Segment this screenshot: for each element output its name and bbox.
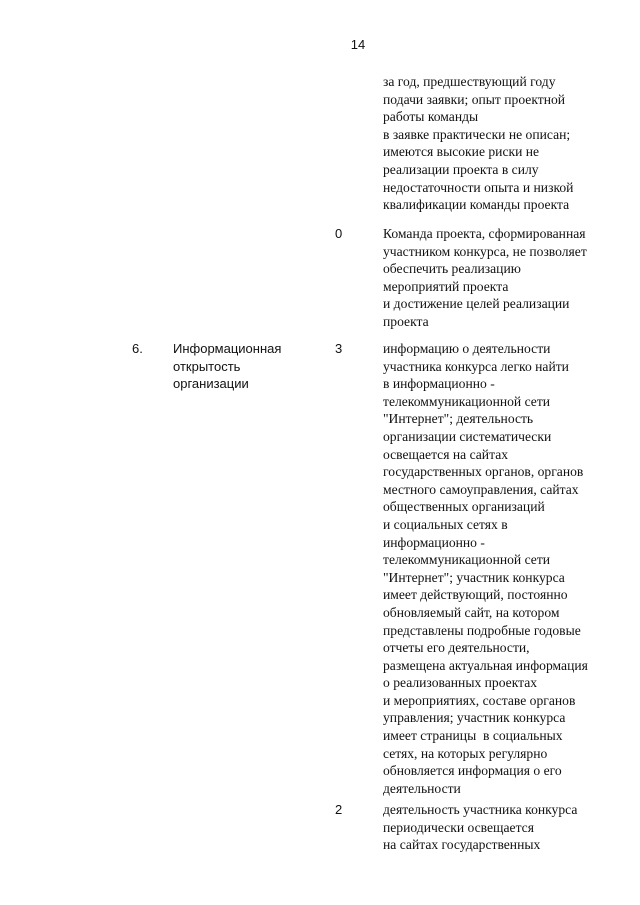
score-value: 2 xyxy=(335,802,343,817)
criterion-description-continued: за год, предшествующий году подачи заявки; опыт проектной работы команды в заявке практически не описан; имеются высокие риски не реализации проекта в силу недостаточности опыта и низкой квалификации команды проекта xyxy=(383,74,574,213)
page-number: 14 xyxy=(350,37,366,52)
score-value: 3 xyxy=(335,341,343,356)
row-number: 6. xyxy=(132,341,143,356)
criterion-description: деятельность участника конкурса периодически освещается на сайтах государственных xyxy=(383,802,578,853)
criterion-name: Информационная открытость организации xyxy=(173,341,282,392)
criterion-description: Команда проекта, сформированная участником конкурса, не позволяет обеспечить реализацию мероприятий проекта и достижение целей реализации проекта xyxy=(383,226,587,329)
score-value: 0 xyxy=(335,226,343,241)
criterion-description: информацию о деятельности участника конкурса легко найти в информационно - телекоммуникационной сети "Интернет"; деятельность организации систематически освещается на сайтах государственных органов, органов местного самоуправления, сайтах общественных организаций и социальных сетях в информационно - телекоммуникационной сети "Интернет"; участник конкурса имеет действующий, постоянно обновляемый сайт, на котором представлены подробные годовые отчеты его деятельности, размещена актуальная информация о реализованных проектах и мероприятиях, составе органов управления; участник конкурса имеет страницы в социальных сетях, на которых регулярно обновляется информация о его деятельности xyxy=(383,341,588,796)
